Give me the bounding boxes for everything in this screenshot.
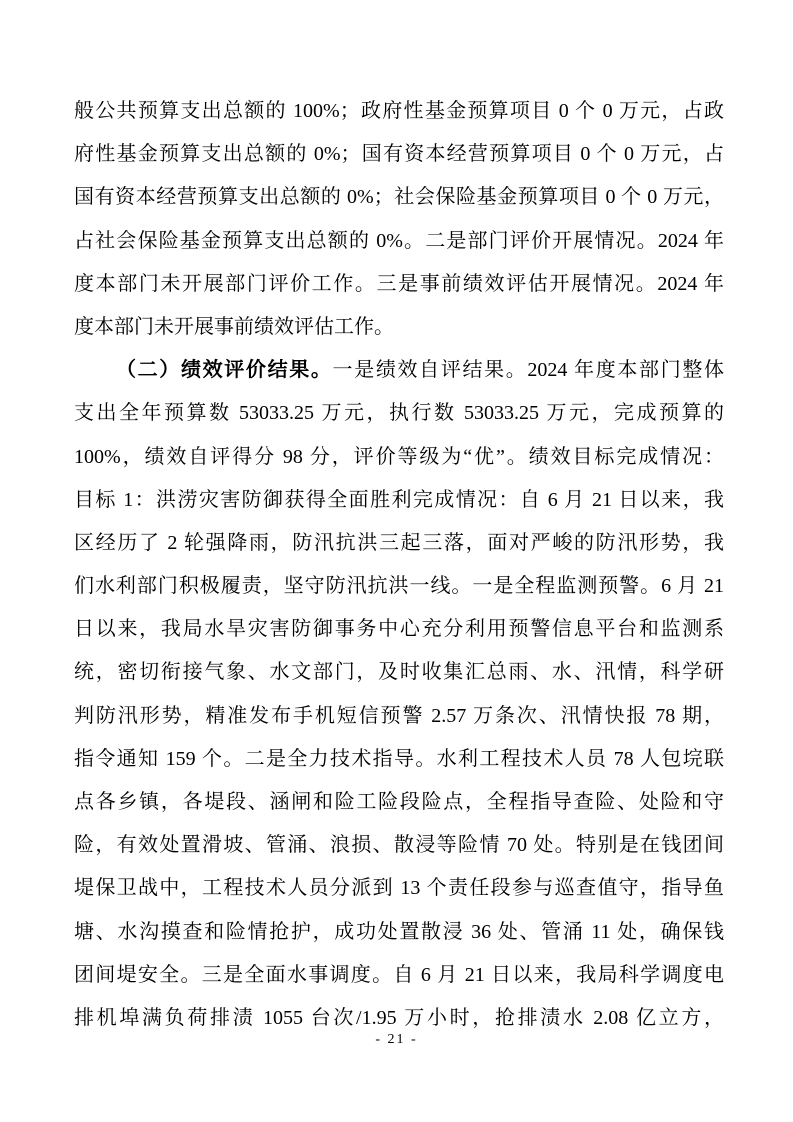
- text-line: [74, 133, 724, 176]
- text-line: [74, 695, 724, 738]
- text-line: [74, 738, 724, 781]
- text-run: 判防汛形势，精准发布手机短信预警 2.57 万条次、汛情快报 78 期，: [74, 704, 724, 727]
- text-line: [74, 911, 724, 954]
- text-run: 堤保卫战中，工程技术人员分派到 13 个责任段参与巡查值守，指导鱼: [74, 877, 724, 900]
- text-line: [74, 349, 724, 392]
- text-run: 度本部门未开展事前绩效评估工作。: [74, 315, 394, 338]
- text-run: 一是绩效自评结果。2024 年度本部门整体: [332, 359, 724, 382]
- text-run: 100%，绩效自评得分 98 分，评价等级为“优”。绩效目标完成情况：: [74, 445, 724, 468]
- text-line: [74, 306, 724, 349]
- text-line: [74, 565, 724, 608]
- text-run: 占社会保险基金预算支出总额的 0%。二是部门评价开展情况。2024 年: [74, 229, 724, 252]
- text-run: 目标 1：洪涝灾害防御获得全面胜利完成情况：自 6 月 21 日以来，我: [74, 488, 724, 511]
- text-run: 日以来，我局水旱灾害防御事务中心充分利用预警信息平台和监测系: [74, 618, 724, 641]
- text-line: [74, 522, 724, 565]
- text-line: [74, 954, 724, 997]
- text-line: [74, 90, 724, 133]
- text-line: [74, 176, 724, 219]
- text-block: [74, 90, 724, 1040]
- text-run: 排机埠满负荷排渍 1055 台次/1.95 万小时，抢排渍水 2.08 亿立方，: [74, 1006, 724, 1029]
- text-run: 塘、水沟摸查和险情抢护，成功处置散浸 36 处、管涌 11 处，确保钱: [74, 920, 724, 943]
- text-line: [74, 263, 724, 306]
- text-line: [74, 867, 724, 910]
- text-run: 支出全年预算数 53033.25 万元，执行数 53033.25 万元，完成预算的: [74, 402, 724, 425]
- page-number: - 21 -: [375, 1032, 418, 1047]
- text-line: [74, 781, 724, 824]
- text-line: [74, 824, 724, 867]
- text-line: [74, 479, 724, 522]
- text-run: 点各乡镇，各堤段、涵闸和险工险段险点，全程指导查险、处险和守: [74, 791, 724, 813]
- text-line: [74, 220, 724, 263]
- text-run: 统，密切衔接气象、水文部门，及时收集汇总雨、水、汛情，科学研: [74, 661, 724, 684]
- text-line: [74, 436, 724, 479]
- text-line: [74, 608, 724, 651]
- text-run: 指令通知 159 个。二是全力技术指导。水利工程技术人员 78 人包垸联: [74, 747, 724, 770]
- text-run: 国有资本经营预算支出总额的 0%；社会保险基金预算项目 0 个 0 万元，: [74, 186, 724, 209]
- text-run: 们水利部门积极履责，坚守防汛抗洪一线。一是全程监测预警。6 月 21: [74, 575, 724, 598]
- text-run: 区经历了 2 轮强降雨，防汛抗洪三起三落，面对严峻的防汛形势，我: [74, 531, 724, 554]
- text-run: 度本部门未开展部门评价工作。三是事前绩效评估开展情况。2024 年: [74, 272, 724, 295]
- section-heading: （二）绩效评价结果。: [116, 359, 333, 382]
- text-line: [74, 651, 724, 694]
- text-run: 险，有效处置滑坡、管涌、浪损、散浸等险情 70 处。特别是在钱团间: [74, 834, 724, 857]
- text-run: 团间堤安全。三是全面水事调度。自 6 月 21 日以来，我局科学调度电: [74, 963, 724, 986]
- text-line: [74, 392, 724, 435]
- text-run: 府性基金预算支出总额的 0%；国有资本经营预算项目 0 个 0 万元，占: [74, 143, 724, 166]
- text-run: 般公共预算支出总额的 100%；政府性基金预算项目 0 个 0 万元，占政: [74, 100, 724, 122]
